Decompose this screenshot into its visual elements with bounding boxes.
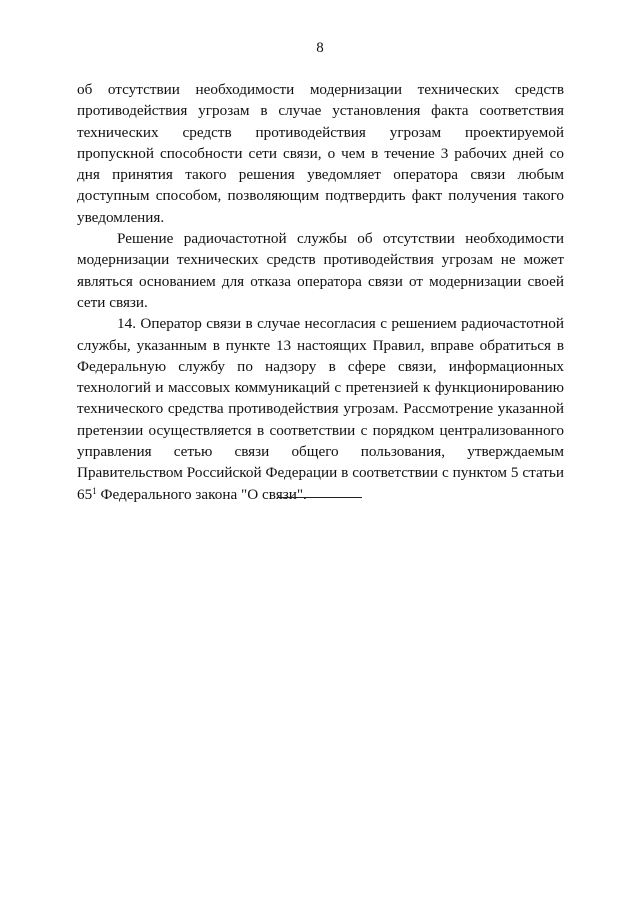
document-body	[77, 79, 564, 505]
article-superscript: 1	[92, 485, 97, 496]
paragraph-decision-note: Решение радиочастотной службы об отсутствии необходимости модернизации технических средств противодействия угрозам не может являться основанием для отказа оператора связи от модернизации своей сети связи.	[77, 230, 564, 311]
end-of-document-rule	[277, 497, 362, 498]
page-number: 8	[316, 40, 324, 56]
paragraph-clause-14	[77, 313, 564, 505]
clause-14-text-end: Федерального закона "О связи".	[96, 485, 307, 503]
paragraph-continuation: об отсутствии необходимости модернизации технических средств противодействия угрозам в случае установления факта соответствия технических средств противодействия угрозам проектируемой пропускной способности сети связи, о чем в течение 3 рабочих дней со дня принятия такого решения уведомляет оператора связи любым доступным способом, позволяющим подтвердить факт получения такого уведомления.	[77, 81, 564, 226]
clause-14-text: 14. Оператор связи в случае несогласия с решением радиочастотной службы, указанным в пункте 13 настоящих Правил, вправе обратиться в Федеральную службу по надзору в сфере связи, информационных технологий и массовых коммуникаций с претензией к функционированию технического средства противодействия угрозам. Рассмотрение указанной претензии осуществляется в соответствии с порядком централизованного управления сетью связи общего пользования, утверждаемым Правительством Российской Федерации в соответствии с пунктом 5 статьи 65	[77, 315, 564, 503]
